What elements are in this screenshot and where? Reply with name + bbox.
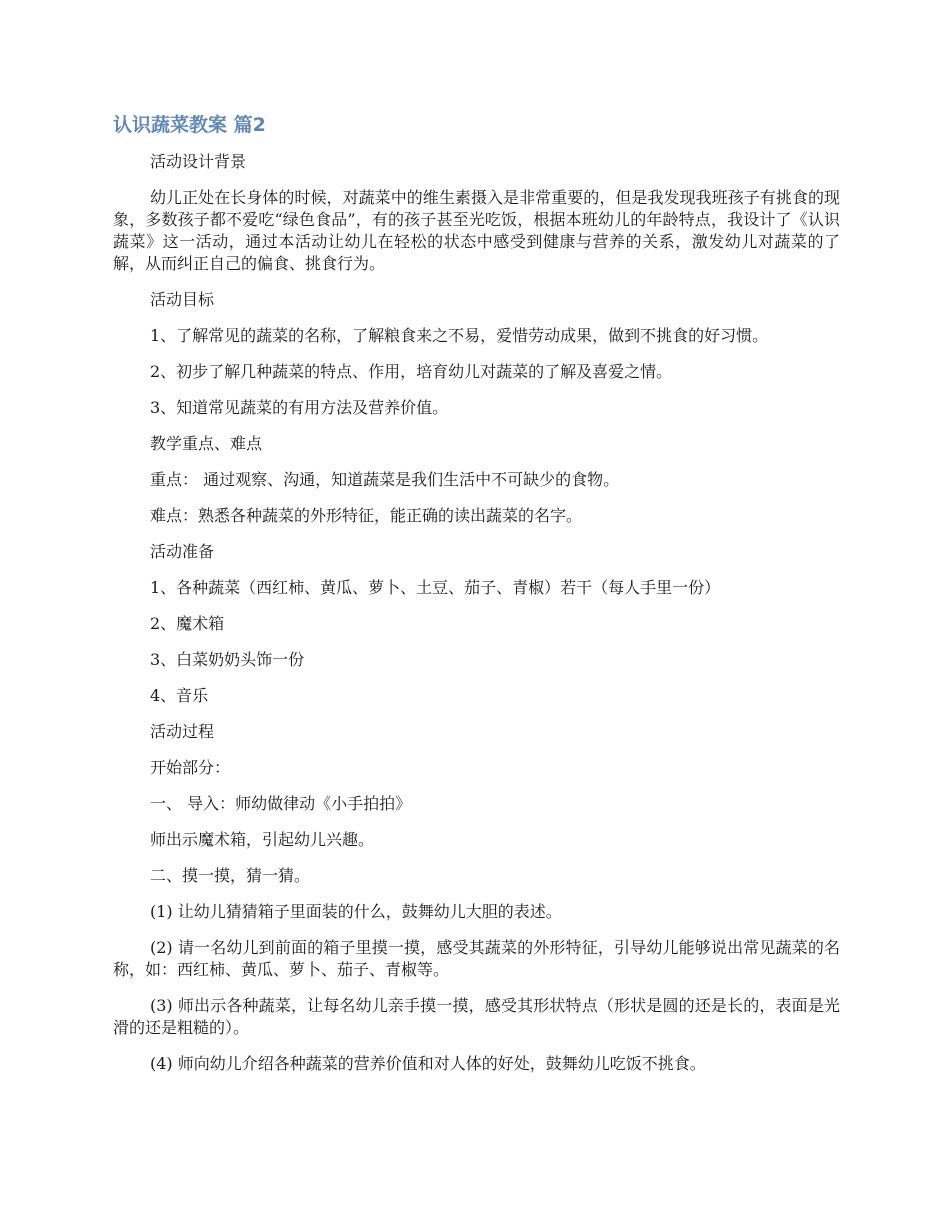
paragraph: 2、魔术箱: [150, 614, 225, 633]
paragraph: 1、了解常见的蔬菜的名称，了解粮食来之不易，爱惜劳动成果，做到不挑食的好习惯。: [150, 326, 769, 345]
paragraph: 一、 导入：师幼做律动《小手拍拍》: [150, 794, 412, 813]
paragraph: 1、各种蔬菜（西红柿、黄瓜、萝卜、土豆、茄子、青椒）若干（每人手里一份）: [150, 578, 721, 597]
document-page: [113, 112, 840, 1089]
document-body: [113, 151, 840, 1075]
paragraph: 3、白菜奶奶头饰一份: [150, 650, 305, 669]
paragraph: 开始部分：: [150, 758, 231, 777]
paragraph: (3) 师出示各种蔬菜，让每名幼儿亲手摸一摸，感受其形状特点（形状是圆的还是长的，表面是光滑的还是粗糙的）。: [113, 996, 840, 1037]
paragraph: (1) 让幼儿猜猜箱子里面装的什么，鼓舞幼儿大胆的表述。: [150, 902, 562, 921]
paragraph: 2、初步了解几种蔬菜的特点、作用，培育幼儿对蔬菜的了解及喜爱之情。: [150, 362, 673, 381]
paragraph: (4) 师向幼儿介绍各种蔬菜的营养价值和对人体的好处，鼓舞幼儿吃饭不挑食。: [150, 1054, 706, 1073]
paragraph: 教学重点、难点: [150, 434, 263, 453]
paragraph: 活动设计背景: [150, 152, 247, 171]
paragraph: 师出示魔术箱，引起幼儿兴趣。: [150, 830, 375, 849]
paragraph: 活动过程: [150, 722, 215, 741]
paragraph: 重点： 通过观察、沟通，知道蔬菜是我们生活中不可缺少的食物。: [150, 470, 620, 489]
document-title: 认识蔬菜教案 篇2: [113, 114, 266, 136]
paragraph: 活动准备: [150, 542, 215, 561]
paragraph: 3、知道常见蔬菜的有用方法及营养价值。: [150, 398, 449, 417]
paragraph: 活动目标: [150, 290, 215, 309]
paragraph: 4、音乐: [150, 686, 209, 705]
paragraph: 难点：熟悉各种蔬菜的外形特征，能正确的读出蔬菜的名字。: [150, 506, 583, 525]
paragraph: 二、摸一摸，猜一猜。: [150, 866, 311, 885]
paragraph: 幼儿正处在长身体的时候，对蔬菜中的维生素摄入是非常重要的，但是我发现我班孩子有挑食的现象，多数孩子都不爱吃“绿色食品”，有的孩子甚至光吃饭，根据本班幼儿的年龄特点，我设计了《认识蔬菜》这一活动，通过本活动让幼儿在轻松的状态中感受到健康与营养的关系，激发幼儿对蔬菜的了解，从而纠正自己的偏食、挑食行为。: [113, 188, 840, 273]
paragraph: (2) 请一名幼儿到前面的箱子里摸一摸，感受其蔬菜的外形特征，引导幼儿能够说出常见蔬菜的名称，如：西红柿、黄瓜、萝卜、茄子、青椒等。: [113, 938, 840, 979]
